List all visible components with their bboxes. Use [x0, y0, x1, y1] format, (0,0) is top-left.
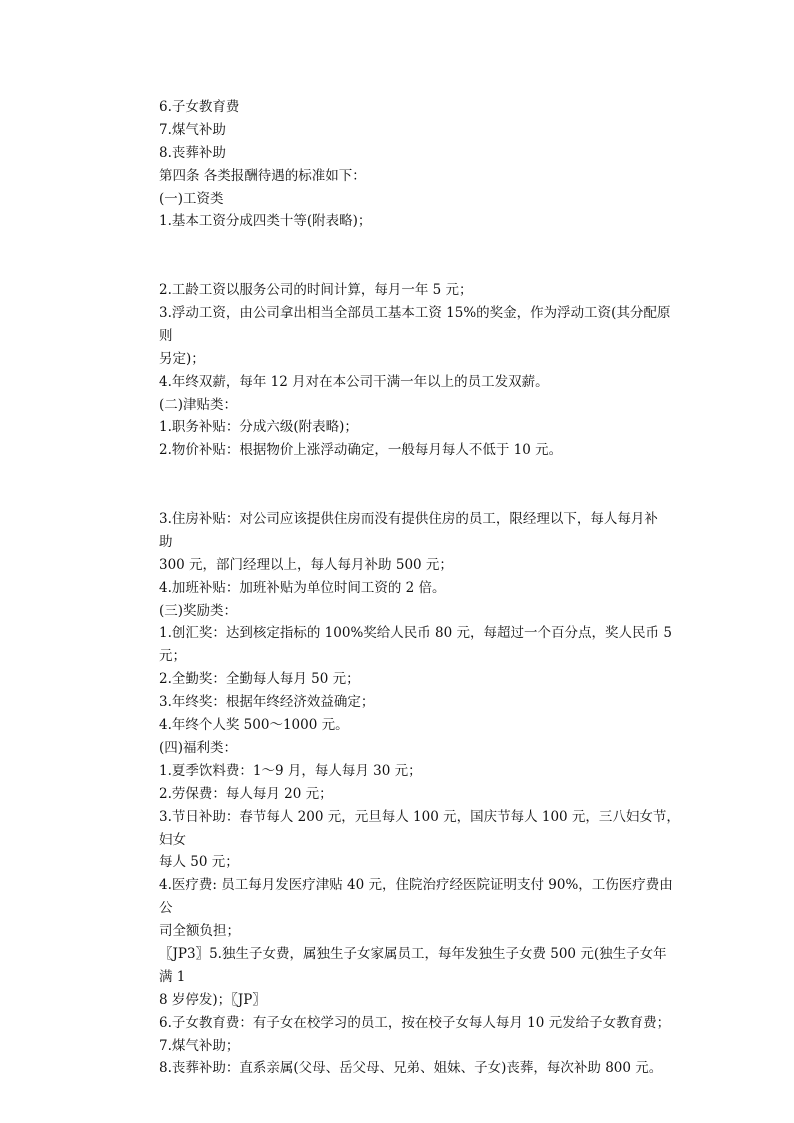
text-line: 3.浮动工资，由公司拿出相当全部员工基本工资 15%的奖金，作为浮动工资(其分配原 [159, 305, 671, 322]
text-line: 7.煤气补助； [159, 1037, 240, 1054]
text-line: 满 1 [159, 968, 186, 985]
text-line: 3.住房补贴：对公司应该提供住房而没有提供住房的员工，限经理以下，每人每月补 [159, 511, 658, 528]
text-line: 〖JP3〗5.独生子女费，属独生子女家属员工，每年发独生子女费 500 元(独生子女年 [159, 945, 667, 962]
blank-line [159, 256, 689, 279]
text-line: 公 [159, 900, 173, 917]
blank-line [159, 462, 689, 485]
subsection-heading: (二)津贴类： [159, 396, 238, 413]
text-line: 2.物价补贴：根据物价上涨浮动确定，一般每月每人不低于 10 元。 [159, 442, 563, 459]
text-line: 1.创汇奖：达到核定指标的 100%奖给人民币 80 元，每超过一个百分点，奖人民币 5 [159, 625, 672, 642]
text-line: 元； [159, 648, 186, 665]
document-body [159, 96, 689, 1080]
text-line: 6.子女教育费 [159, 99, 240, 115]
blank-line [159, 485, 689, 508]
text-line: 300 元，部门经理以上，每人每月补助 500 元； [159, 556, 453, 573]
text-line: 4.加班补贴：加班补贴为单位时间工资的 2 倍。 [159, 579, 446, 596]
text-line: 妇女 [159, 831, 186, 848]
text-line: 7.煤气补助 [159, 121, 226, 138]
text-line: 4.医疗费: 员工每月发医疗津贴 40 元，住院治疗经医院证明支付 90%，工伤医疗费由 [159, 877, 673, 894]
text-line: 2.工龄工资以服务公司的时间计算，每月一年 5 元； [159, 282, 473, 299]
text-line: 4.年终个人奖 500～1000 元。 [159, 717, 349, 734]
section-heading: 第四条 各类报酬待遇的标准如下： [159, 167, 366, 184]
text-line: 则 [159, 327, 173, 344]
text-line: 2.劳保费：每人每月 20 元； [159, 785, 333, 802]
text-line: 3.节日补助：春节每人 200 元，元旦每人 100 元，国庆节每人 100 元，三八妇女节， [159, 808, 680, 825]
blank-line [159, 233, 689, 256]
text-line: 4.年终双薪，每年 12 月对在本公司干满一年以上的员工发双薪。 [159, 373, 549, 390]
text-line: 司全额负担； [159, 923, 240, 940]
subsection-heading: (四)福利类： [159, 739, 238, 756]
text-line: 1.职务补贴：分成六级(附表略)； [159, 419, 358, 436]
text-line: 1.基本工资分成四类十等(附表略)； [159, 213, 372, 230]
text-line: 1.夏季饮料费：1～9 月，每人每月 30 元； [159, 762, 422, 779]
text-line: 6.子女教育费：有子女在校学习的员工，按在校子女每人每月 10 元发给子女教育费； [159, 1014, 671, 1031]
text-line: 8.丧葬补助 [159, 144, 226, 161]
text-line: 2.全勤奖：全勤每人每月 50 元； [159, 671, 360, 688]
text-line: 另定)； [159, 350, 205, 367]
text-line: 8 岁停发)；〖JP〗 [159, 991, 266, 1008]
text-line: 3.年终奖：根据年终经济效益确定； [159, 694, 375, 711]
subsection-heading: (一)工资类 [159, 190, 224, 207]
subsection-heading: (三)奖励类： [159, 602, 238, 619]
text-line: 每人 50 元； [159, 854, 239, 871]
text-line: 8.丧葬补助：直系亲属(父母、岳父母、兄弟、姐妹、子女)丧葬，每次补助 800 元。 [159, 1060, 663, 1077]
text-line: 助 [159, 533, 173, 550]
